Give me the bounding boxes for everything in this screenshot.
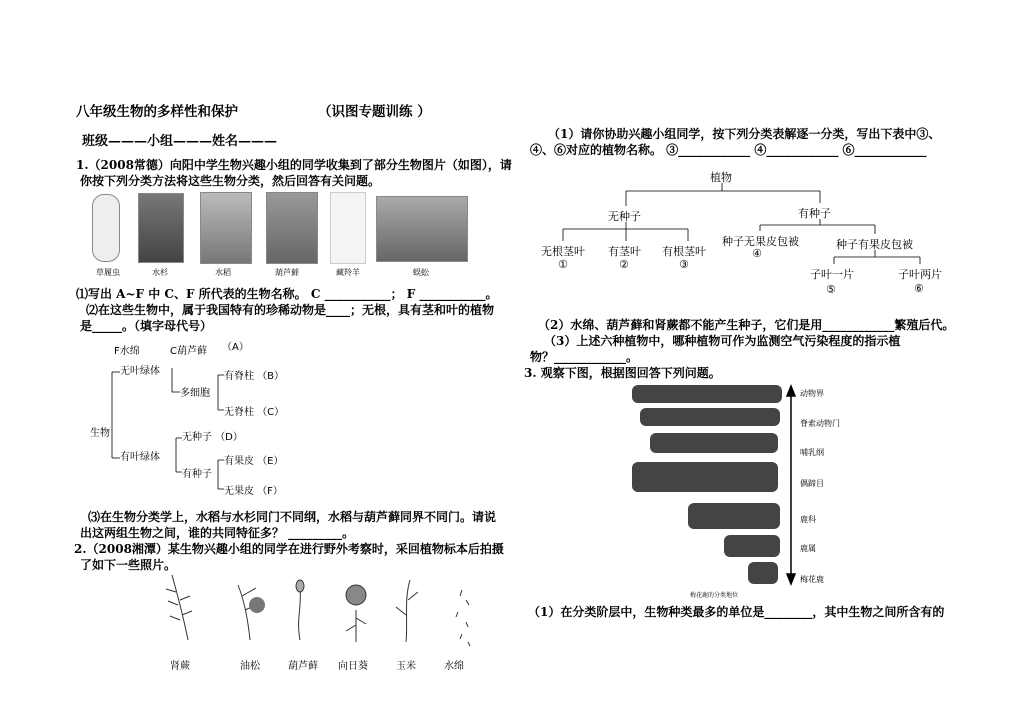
level-class: 哺乳纲 bbox=[800, 448, 824, 457]
p3b: 物？____________。 bbox=[530, 350, 639, 364]
tree-no-chlorophyll: 无叶绿体 bbox=[120, 366, 160, 377]
tree-no-fruit: 无果皮 （F） bbox=[224, 486, 283, 497]
chart-seed: 有种子 bbox=[798, 207, 831, 220]
organism-label-5: 藏羚羊 bbox=[336, 268, 360, 277]
chart-num-1: ① bbox=[558, 258, 568, 271]
organism-label-3: 水稻 bbox=[215, 268, 231, 277]
level-genus: 鹿属 bbox=[800, 544, 816, 553]
organism-label-1: 草履虫 bbox=[96, 268, 120, 277]
q1-sub2b: 是_____。（填字母代号） bbox=[80, 319, 213, 333]
tree-chlorophyll: 有叶绿体 bbox=[120, 452, 160, 463]
p2: （2）水绵、葫芦藓和肾蕨都不能产生种子，它们是用____________繁殖后代。 bbox=[538, 318, 955, 332]
level-phylum: 脊索动物门 bbox=[800, 419, 840, 428]
plant-label-4: 向日葵 bbox=[338, 661, 368, 672]
tree-f-label: F水绵 bbox=[114, 346, 140, 357]
q1-sub3b: 出这两组生物之间，谁的共同特征多？ _________。 bbox=[80, 526, 355, 540]
p1-line2: ④、⑥对应的植物名称。 ③____________ ④____________ ⑥____________ bbox=[530, 143, 927, 157]
class-line: 班级———小组———姓名——— bbox=[82, 134, 278, 149]
tree-fruit: 有果皮 （E） bbox=[224, 456, 284, 467]
q1-line1: 1.（2008常德）向阳中学生物兴趣小组的同学收集到了部分生物图片（如图），请 bbox=[76, 158, 512, 172]
chart-no-root: 无根茎叶 bbox=[541, 245, 585, 258]
q1-sub3: ⑶在生物分类学上，水稻与水杉同门不同纲，水稻与葫芦藓同界不同门。请说 bbox=[88, 510, 497, 524]
chart-num-3: ③ bbox=[679, 258, 689, 271]
p1-line1: （1）请你协助兴趣小组同学，按下列分类表解逐一分类，写出下表中③、 bbox=[548, 127, 941, 141]
level-order: 偶蹄目 bbox=[800, 479, 824, 488]
q3-1: （1）在分类阶层中，生物种类最多的单位是________，其中生物之间所含有的 bbox=[528, 605, 945, 619]
figure-caption: 梅花鹿的分类地位 bbox=[690, 592, 739, 599]
chart-num-2: ② bbox=[619, 258, 629, 271]
tree-no-spine: 无脊柱 （C） bbox=[224, 407, 285, 418]
plant-label-2: 油松 bbox=[240, 661, 260, 672]
plant-label-3: 葫芦藓 bbox=[288, 661, 318, 672]
organism-label-2: 水杉 bbox=[152, 268, 168, 277]
q1-line2: 你按下列分类方法将这些生物分类，然后回答有关问题。 bbox=[80, 174, 381, 188]
q1-sub1: ⑴写出 A~F 中 C、F 所代表的生物名称。 C ___________； F ___________。 bbox=[76, 287, 498, 301]
chart-naked-seed: 种子无果皮包被 bbox=[722, 235, 799, 248]
chart-num-5: ⑤ bbox=[826, 283, 836, 296]
tree-seed: 有种子 bbox=[182, 469, 212, 480]
organism-label-6: 蜈蚣 bbox=[413, 268, 429, 277]
q2-line2: 了如下一些照片。 bbox=[80, 558, 177, 572]
chart-num-4: ④ bbox=[752, 247, 762, 260]
organism-label-4: 葫芦藓 bbox=[275, 268, 299, 277]
chart-stem-leaf: 有茎叶 bbox=[608, 245, 641, 258]
chart-one-cotyledon: 子叶一片 bbox=[810, 268, 854, 281]
q2-line1: 2.（2008湘潭）某生物兴趣小组的同学在进行野外考察时，采回植物标本后拍摄 bbox=[74, 542, 504, 556]
q1-sub2: ⑵在这些生物中，属于我国特有的珍稀动物是____；无根，具有茎和叶的植物 bbox=[86, 303, 495, 317]
p3: （3）上述六种植物中，哪种植物可作为监测空气污染程度的指示植 bbox=[544, 334, 901, 348]
worksheet-subtitle: （识图专题训练 ） bbox=[318, 104, 431, 120]
chart-two-cotyledon: 子叶两片 bbox=[898, 268, 942, 281]
level-kingdom: 动物界 bbox=[800, 389, 824, 398]
tree-c-label: C葫芦藓 bbox=[170, 346, 207, 357]
chart-root: 植物 bbox=[710, 171, 732, 184]
plant-label-6: 水绵 bbox=[444, 661, 464, 672]
tree-a-label: （A） bbox=[222, 342, 249, 353]
chart-root-stem-leaf: 有根茎叶 bbox=[662, 245, 706, 258]
worksheet-title: 八年级生物的多样性和保护 bbox=[76, 104, 238, 120]
tree-root: 生物 bbox=[90, 428, 110, 439]
q3: 3. 观察下图，根据图回答下列问题。 bbox=[524, 366, 721, 380]
tree-spine: 有脊柱 （B） bbox=[224, 371, 285, 382]
level-species: 梅花鹿 bbox=[800, 575, 824, 584]
chart-no-seed: 无种子 bbox=[608, 210, 641, 223]
level-family: 鹿科 bbox=[800, 515, 816, 524]
tree-no-seed: 无种子 （D） bbox=[182, 432, 243, 443]
chart-covered-seed: 种子有果皮包被 bbox=[836, 238, 913, 251]
chart-num-6: ⑥ bbox=[914, 282, 924, 295]
plant-label-1: 肾蕨 bbox=[170, 661, 190, 672]
tree-multicellular: 多细胞 bbox=[180, 388, 210, 399]
plant-label-5: 玉米 bbox=[396, 661, 416, 672]
